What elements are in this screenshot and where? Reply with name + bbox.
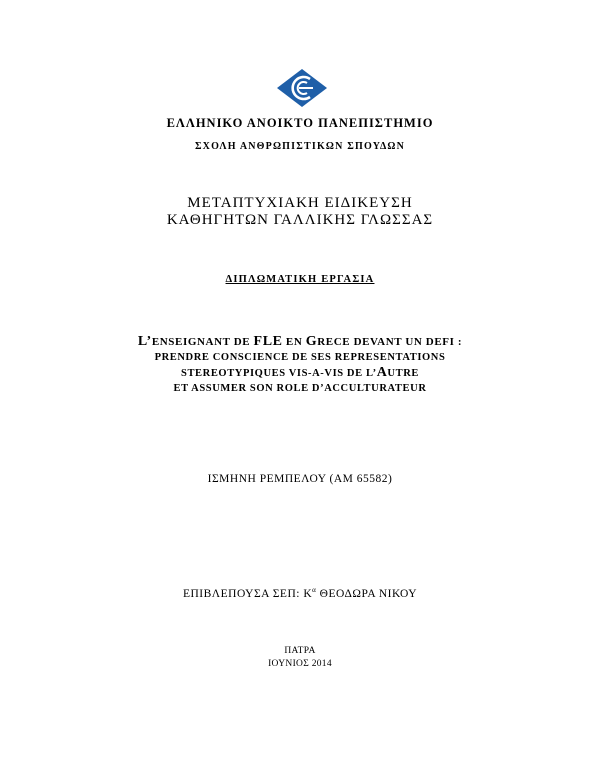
program-title: [0, 195, 600, 229]
title-line-1: L’ENSEIGNANT DE FLE EN GRECE DEVANT UN DEFI :: [137, 334, 463, 349]
thesis-title: [0, 334, 600, 396]
city: ΠΑΤΡΑ: [284, 646, 316, 656]
title-line-2: PRENDRE CONSCIENCE DE SES REPRESENTATIONS: [154, 352, 446, 363]
program-line-2: ΚΑΘΗΓΗΤΩΝ ΓΑΛΛΙΚΗΣ ΓΛΩΣΣΑΣ: [166, 212, 434, 228]
supervisor: ΕΠΙΒΛΕΠΟΥΣΑ ΣΕΠ: $K^\alpha$ ΘΕΟΔΩΡΑ ΝΙΚΟΥ: [182, 586, 418, 600]
university-name: ΕΛΛΗΝΙΚΟ ΑΝΟΙΚΤΟ ΠΑΝΕΠΙΣΤΗΜΙΟ: [166, 116, 434, 130]
school-name: ΣΧΟΛΗ ΑΝΘΡΩΠΙΣΤΙΚΩΝ ΣΠΟΥΔΩΝ: [194, 141, 406, 152]
author-name: ΙΣΜΗΝΗ ΡΕΜΠΕΛΟΥ (ΑΜ 65582): [207, 473, 393, 485]
title-line-4: ET ASSUMER SON ROLE D’ACCULTURATEUR: [173, 383, 427, 394]
title-line-3: STEREOTYPIQUES VIS-A-VIS DE L’AUTRE: [181, 365, 419, 380]
place-date: [0, 645, 600, 671]
thesis-label-text: ΔΙΠΛΩΜΑΤΙΚΗ ΕΡΓΑΣΙΑ: [225, 274, 375, 285]
university-logo-icon: [276, 68, 328, 108]
date: ΙΟΥΝΙΟΣ 2014: [268, 659, 332, 669]
program-line-1: ΜΕΤΑΠΤΥΧΙΑΚΗ ΕΙΔΙΚΕΥΣΗ: [187, 195, 413, 211]
thesis-label: [0, 274, 600, 285]
